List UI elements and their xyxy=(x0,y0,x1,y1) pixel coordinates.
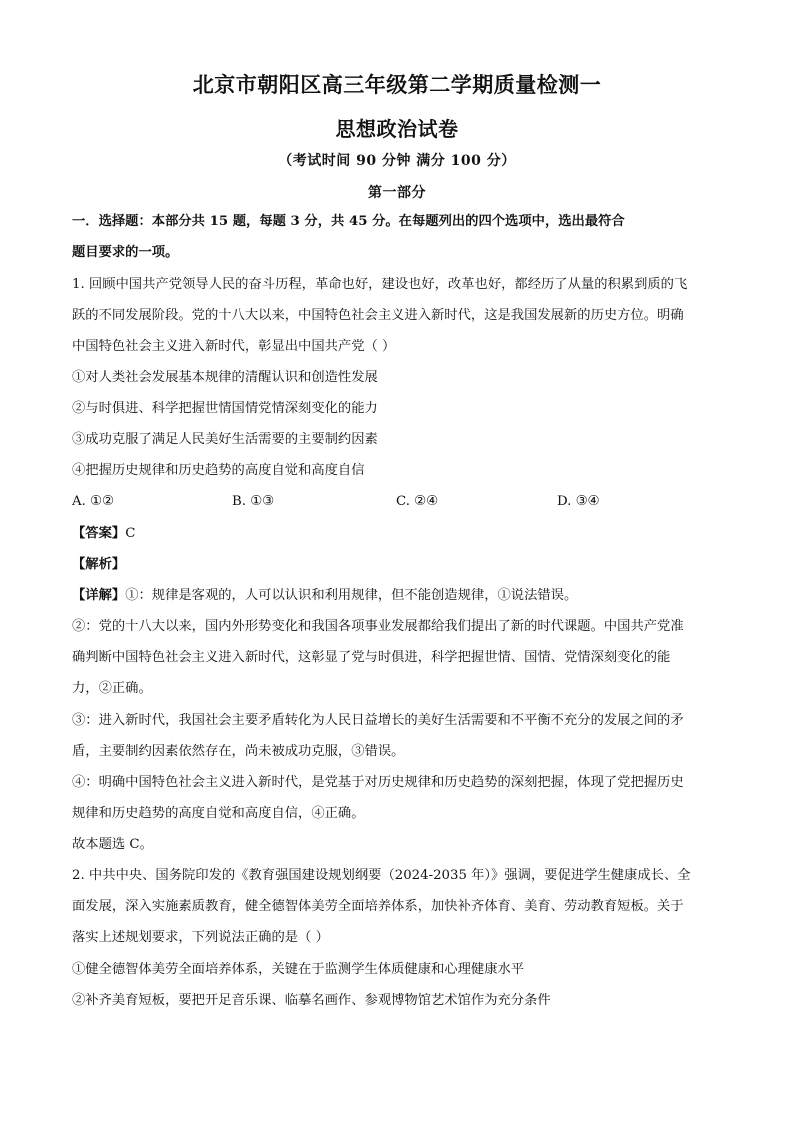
q1-detail-line-5: ③：进入新时代，我国社会主要矛盾转化为人民日益增长的美好生活需要和不平衡不充分的发展之间的矛 xyxy=(72,713,684,728)
q1-answer-line xyxy=(72,524,724,544)
q1-detail-line-3: 确判断中国特色社会主义进入新时代，这彰显了党与时俱进，科学把握世情、国情、党情深刻变化的能 xyxy=(72,650,671,665)
q1-conclusion: 故本题选 C。 xyxy=(72,837,153,852)
q1-detail-line-1 xyxy=(72,586,724,606)
q1-statement-2: ②与时俱进、科学把握世情国情党情深刻变化的能力 xyxy=(72,401,378,416)
answer-tag: 【答案】 xyxy=(72,526,126,541)
q2-stem-line-1: 2. 中共中央、国务院印发的《教育强国建设规划纲要（2024-2035 年）》强调，要促进学生健康成长、全 xyxy=(72,868,691,883)
q2-stem-line-2: 面发展，深入实施素质教育，健全德智体美劳全面培养体系，加快补齐体育、美育、劳动教育短板。关于 xyxy=(72,899,684,914)
section-heading-line-1: 一．选择题：本部分共 15 题，每题 3 分，共 45 分。在每题列出的四个选项中，选出最符合 xyxy=(72,214,625,229)
q2-statement-1: ①健全德智体美劳全面培养体系，关键在于监测学生体质健康和心理健康水平 xyxy=(72,962,525,977)
q1-analysis-line xyxy=(72,555,724,575)
q1-detail-line-6: 盾，主要制约因素依然存在，尚未被成功克服，③错误。 xyxy=(72,744,405,759)
q1-detail-line-2: ②：党的十八大以来，国内外形势变化和我国各项事业发展都给我们提出了新的时代课题。中国共产党准 xyxy=(72,619,684,634)
q1-detail-line-7: ④：明确中国特色社会主义进入新时代，是党基于对历史规律和历史趋势的深刻把握，体现了党把握历史 xyxy=(72,775,684,790)
q1-option-b: B. ①③ xyxy=(232,494,275,509)
exam-info: （考试时间 90 分钟 满分 100 分） xyxy=(278,153,516,169)
detail-text-1: ①：规律是客观的，人可以认识和利用规律，但不能创造规律，①说法错误。 xyxy=(125,588,578,603)
q2-statement-2: ②补齐美育短板，要把开足音乐课、临摹名画作、参观博物馆艺术馆作为充分条件 xyxy=(72,993,551,1008)
detail-tag: 【详解】 xyxy=(72,588,126,603)
document-title: 北京市朝阳区高三年级第二学期质量检测一 xyxy=(192,72,602,97)
q1-stem-line-2: 跃的不同发展阶段。党的十八大以来，中国特色社会主义进入新时代，这是我国发展新的历史方位。明确 xyxy=(72,308,684,323)
section-heading-line-2: 题目要求的一项。 xyxy=(72,245,179,260)
answer-value: C xyxy=(125,526,136,541)
q1-detail-line-4: 力，②正确。 xyxy=(72,681,152,696)
q1-statement-4: ④把握历史规律和历史趋势的高度自觉和高度自信 xyxy=(72,463,365,478)
part-heading: 第一部分 xyxy=(368,185,426,201)
q1-stem-line-1: 1. 回顾中国共产党领导人民的奋斗历程，革命也好，建设也好，改革也好，都经历了从量的积累到质的飞 xyxy=(72,277,688,292)
q1-option-c: C. ②④ xyxy=(396,494,438,509)
q1-statement-3: ③成功克服了满足人民美好生活需要的主要制约因素 xyxy=(72,432,378,447)
q2-stem-line-3: 落实上述规划要求，下列说法正确的是（ ） xyxy=(72,930,329,945)
q1-statement-1: ①对人类社会发展基本规律的清醒认识和创造性发展 xyxy=(72,370,378,385)
q1-detail-line-8: 规律和历史趋势的高度自觉和高度自信，④正确。 xyxy=(72,806,365,821)
subject-title: 思想政治试卷 xyxy=(335,117,459,141)
q1-option-a: A. ①② xyxy=(72,494,114,509)
q1-stem-line-3: 中国特色社会主义进入新时代，彰显出中国共产党（ ） xyxy=(72,339,396,354)
q1-option-d: D. ③④ xyxy=(557,494,600,509)
analysis-tag: 【解析】 xyxy=(72,557,126,572)
